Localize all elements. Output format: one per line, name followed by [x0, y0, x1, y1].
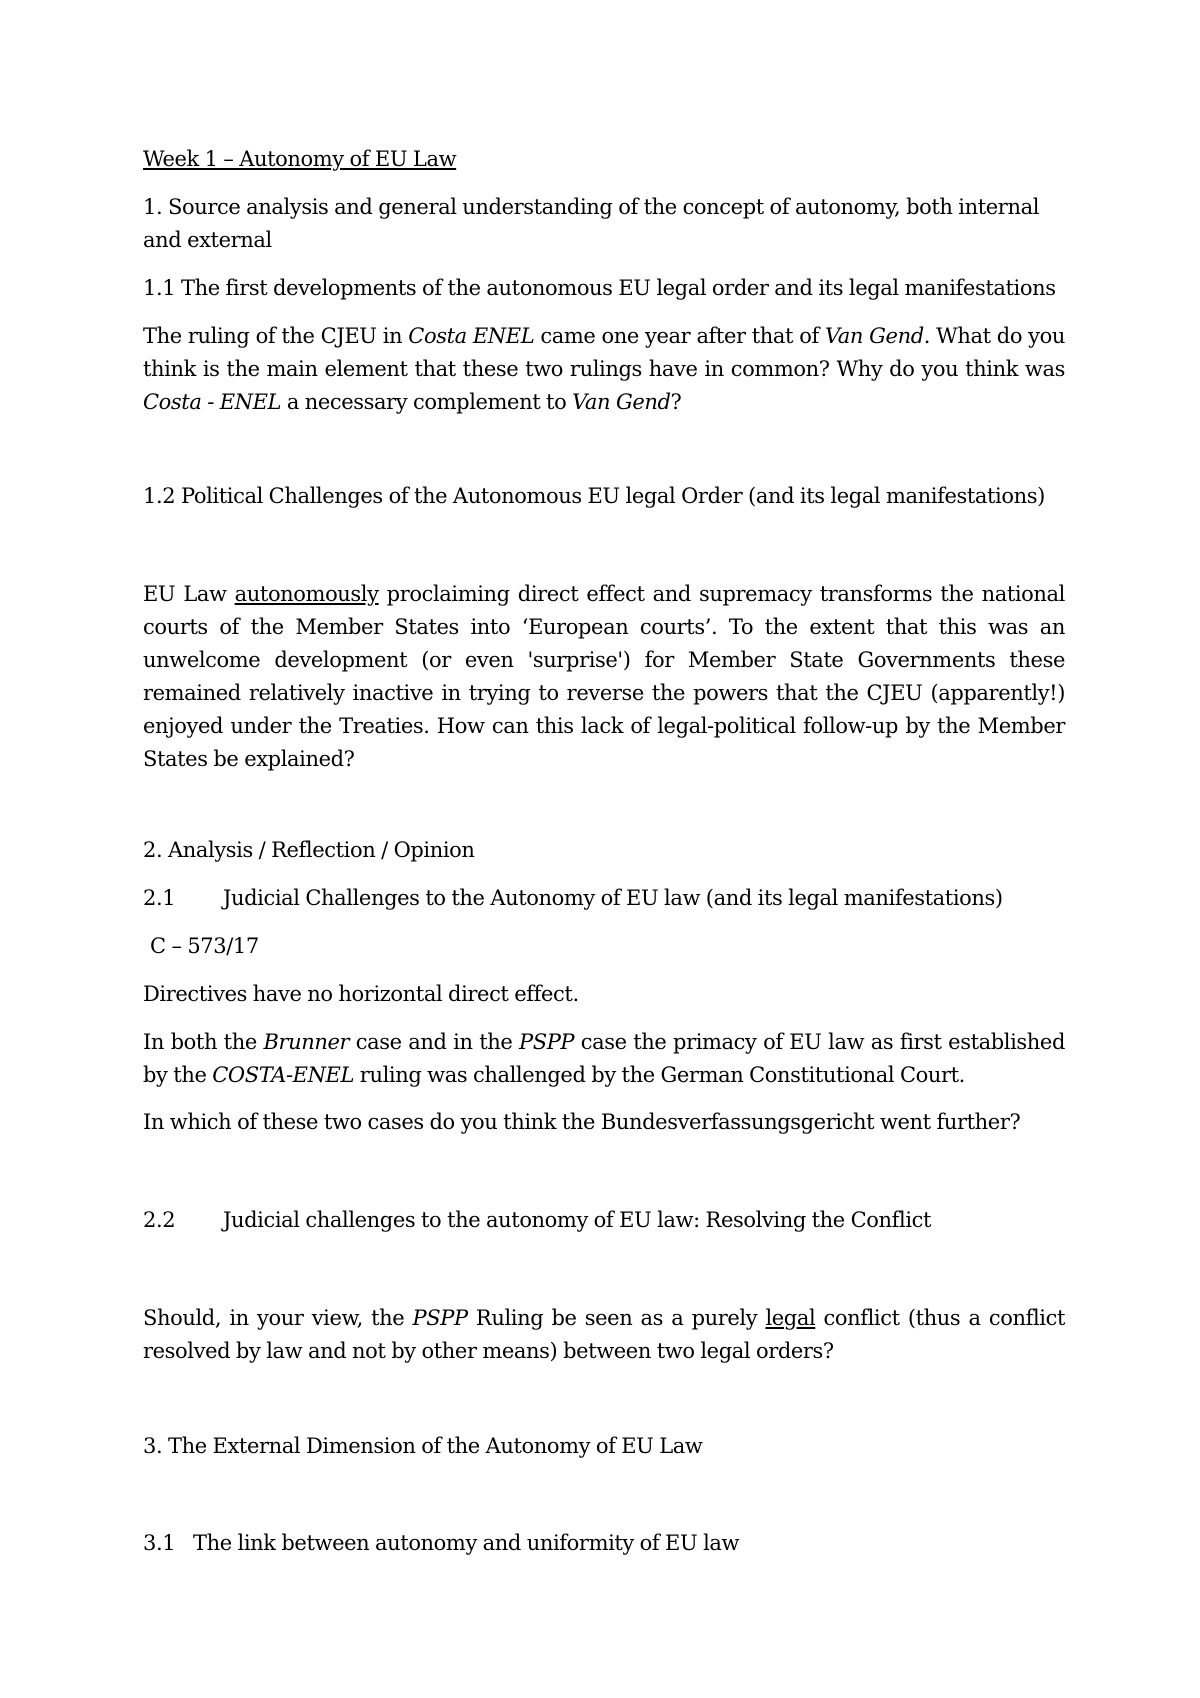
- p1-text-g: a necessary complement to: [281, 390, 573, 414]
- section-2-heading: 2. Analysis / Reflection / Opinion: [143, 838, 475, 862]
- p3-text-g: ruling was challenged by the German Constitutional Court.: [354, 1063, 965, 1087]
- section-1-heading: [143, 191, 1065, 257]
- section-1-heading-line-1: 1. Source analysis and general understanding of the concept of autonomy, both internal: [143, 195, 1040, 219]
- p3-case-pspp: PSPP: [518, 1030, 575, 1054]
- p3-case-costa-enel: COSTA-ENEL: [212, 1063, 355, 1087]
- p1-text-e: . What do you think is the main element that these two rulings have in common? Why do you think was: [143, 324, 1066, 381]
- section-1-heading-line-2: and external: [143, 228, 272, 252]
- p1-case-costa-enel-2: Costa - ENEL: [143, 390, 282, 414]
- p3-text-e: case the primacy of EU law as first established by the: [143, 1030, 1065, 1087]
- section-3-heading: 3. The External Dimension of the Autonomy of EU Law: [143, 1434, 703, 1458]
- section-2-1-title: Judicial Challenges to the Autonomy of EU law (and its legal manifestations): [223, 886, 1003, 910]
- p4-text-c: Ruling be seen as a purely: [467, 1306, 766, 1330]
- p1-case-costa-enel: Costa ENEL: [408, 324, 535, 348]
- section-2-2-number: 2.2: [143, 1208, 176, 1232]
- page-title-text: Week 1 – Autonomy of EU Law: [143, 147, 457, 171]
- section-1-1-heading: 1.1 The first developments of the autonomous EU legal order and its legal manifestations: [143, 276, 1056, 300]
- section-3-1-title: The link between autonomy and uniformity of EU law: [193, 1531, 740, 1555]
- directives-statement: Directives have no horizontal direct effect.: [143, 982, 579, 1006]
- paragraph-political-challenges: [143, 578, 1065, 776]
- p4-case-pspp: PSPP: [412, 1306, 468, 1330]
- p1-text-a: The ruling of the CJEU in: [143, 324, 409, 348]
- p4-text-a: Should, in your view, the: [143, 1306, 413, 1330]
- p4-legal: legal: [765, 1306, 816, 1330]
- section-1-2-heading: 1.2 Political Challenges of the Autonomous EU legal Order (and its legal manifestations): [143, 484, 1045, 508]
- p1-text-c: came one year after that of: [534, 324, 825, 348]
- section-2-1-heading: [143, 882, 1065, 915]
- p1-case-van-gend: Van Gend: [824, 324, 924, 348]
- p3-text-c: case and in the: [349, 1030, 519, 1054]
- p1-text-i: ?: [670, 390, 682, 414]
- paragraph-brunner-pspp: [143, 1026, 1065, 1092]
- section-2-2-heading: [143, 1204, 1065, 1237]
- section-2-2-title: Judicial challenges to the autonomy of EU law: Resolving the Conflict: [223, 1208, 932, 1232]
- paragraph-costa-enel-question: [143, 320, 1065, 419]
- section-3-1-heading: [143, 1527, 1065, 1560]
- p3-text-a: In both the: [143, 1030, 264, 1054]
- p4-text-e: conflict (thus a conflict resolved by law and not by other means) between two legal orders?: [143, 1306, 1065, 1363]
- section-3-1-number: 3.1: [143, 1531, 176, 1555]
- p2-autonomously: autonomously: [234, 582, 379, 606]
- paragraph-pspp-conflict: [143, 1302, 1065, 1368]
- p3-case-brunner: Brunner: [263, 1030, 350, 1054]
- section-2-1-number: 2.1: [143, 886, 176, 910]
- p2-text-c: proclaiming direct effect and supremacy transforms the national courts of the Member States into ‘European courts’. To the extent that this was an unwelcome development (or even 'surprise') for Member State Governments these remained relatively inactive in trying to reverse the powers that the CJEU (apparently!) enjoyed under the Treaties. How can this lack of legal-political follow-up by the Member States be explained?: [143, 582, 1065, 771]
- question-bundesverfassungsgericht: In which of these two cases do you think the Bundesverfassungsgericht went further?: [143, 1110, 1021, 1134]
- p1-case-van-gend-2: Van Gend: [572, 390, 671, 414]
- p2-text-a: EU Law: [143, 582, 235, 606]
- case-reference: C – 573/17: [150, 934, 259, 958]
- page-title: [143, 143, 1065, 176]
